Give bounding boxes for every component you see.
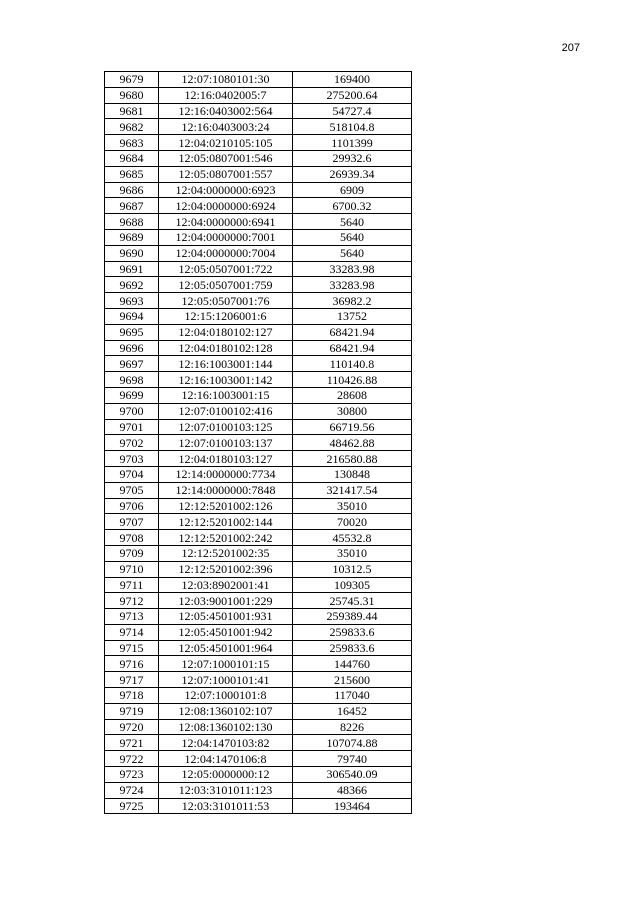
cadastral-number-cell: 12:04:0000000:7004 xyxy=(159,245,293,261)
row-number-cell: 9689 xyxy=(105,229,159,245)
value-cell: 215600 xyxy=(293,672,412,688)
value-cell: 5640 xyxy=(293,229,412,245)
cadastral-number-cell: 12:04:0210105:105 xyxy=(159,135,293,151)
row-number-cell: 9702 xyxy=(105,435,159,451)
value-cell: 48366 xyxy=(293,782,412,798)
row-number-cell: 9721 xyxy=(105,735,159,751)
row-number-cell: 9680 xyxy=(105,87,159,103)
cadastral-number-cell: 12:08:1360102:130 xyxy=(159,719,293,735)
cadastral-number-cell: 12:07:0100103:125 xyxy=(159,419,293,435)
cadastral-number-cell: 12:12:5201002:144 xyxy=(159,514,293,530)
cadastral-number-cell: 12:07:0100103:137 xyxy=(159,435,293,451)
table-row xyxy=(105,640,412,656)
value-cell: 30800 xyxy=(293,403,412,419)
value-cell: 36982.2 xyxy=(293,293,412,309)
table-row xyxy=(105,72,412,88)
value-cell: 275200.64 xyxy=(293,87,412,103)
row-number-cell: 9694 xyxy=(105,308,159,324)
cadastral-number-cell: 12:16:0403002:564 xyxy=(159,103,293,119)
value-cell: 29932.6 xyxy=(293,150,412,166)
table-row xyxy=(105,767,412,783)
value-cell: 25745.31 xyxy=(293,593,412,609)
table-row xyxy=(105,293,412,309)
value-cell: 321417.54 xyxy=(293,482,412,498)
value-cell: 169400 xyxy=(293,72,412,88)
value-cell: 193464 xyxy=(293,798,412,814)
row-number-cell: 9685 xyxy=(105,166,159,182)
cadastral-number-cell: 12:04:0000000:6923 xyxy=(159,182,293,198)
cadastral-number-cell: 12:05:0807001:557 xyxy=(159,166,293,182)
value-cell: 45532.8 xyxy=(293,530,412,546)
value-cell: 5640 xyxy=(293,214,412,230)
value-cell: 66719.56 xyxy=(293,419,412,435)
table-row xyxy=(105,340,412,356)
row-number-cell: 9686 xyxy=(105,182,159,198)
cadastral-number-cell: 12:04:0000000:6924 xyxy=(159,198,293,214)
value-cell: 68421.94 xyxy=(293,324,412,340)
cadastral-number-cell: 12:05:4501001:942 xyxy=(159,624,293,640)
value-cell: 33283.98 xyxy=(293,277,412,293)
cadastral-number-cell: 12:12:5201002:396 xyxy=(159,561,293,577)
cadastral-number-cell: 12:04:0000000:7001 xyxy=(159,229,293,245)
value-cell: 79740 xyxy=(293,751,412,767)
value-cell: 26939.34 xyxy=(293,166,412,182)
row-number-cell: 9713 xyxy=(105,609,159,625)
table-row xyxy=(105,182,412,198)
row-number-cell: 9723 xyxy=(105,767,159,783)
row-number-cell: 9719 xyxy=(105,703,159,719)
row-number-cell: 9709 xyxy=(105,545,159,561)
table-row xyxy=(105,688,412,704)
cadastral-number-cell: 12:05:0807001:546 xyxy=(159,150,293,166)
row-number-cell: 9699 xyxy=(105,387,159,403)
table-row xyxy=(105,498,412,514)
table-row xyxy=(105,103,412,119)
page-number: 207 xyxy=(561,42,580,54)
value-cell: 130848 xyxy=(293,466,412,482)
row-number-cell: 9695 xyxy=(105,324,159,340)
row-number-cell: 9682 xyxy=(105,119,159,135)
value-cell: 33283.98 xyxy=(293,261,412,277)
table-row xyxy=(105,261,412,277)
value-cell: 16452 xyxy=(293,703,412,719)
row-number-cell: 9714 xyxy=(105,624,159,640)
table-row xyxy=(105,656,412,672)
cadastral-number-cell: 12:03:8902001:41 xyxy=(159,577,293,593)
cadastral-number-cell: 12:03:9001001:229 xyxy=(159,593,293,609)
cadastral-number-cell: 12:08:1360102:107 xyxy=(159,703,293,719)
row-number-cell: 9684 xyxy=(105,150,159,166)
table-row xyxy=(105,561,412,577)
table-row xyxy=(105,624,412,640)
row-number-cell: 9710 xyxy=(105,561,159,577)
value-cell: 110426.88 xyxy=(293,372,412,388)
table-row xyxy=(105,419,412,435)
cadastral-number-cell: 12:04:0000000:6941 xyxy=(159,214,293,230)
table-row xyxy=(105,609,412,625)
row-number-cell: 9697 xyxy=(105,356,159,372)
table-row xyxy=(105,798,412,814)
row-number-cell: 9688 xyxy=(105,214,159,230)
table-row xyxy=(105,782,412,798)
row-number-cell: 9696 xyxy=(105,340,159,356)
row-number-cell: 9681 xyxy=(105,103,159,119)
table-row xyxy=(105,751,412,767)
row-number-cell: 9693 xyxy=(105,293,159,309)
cadastral-number-cell: 12:07:1000101:15 xyxy=(159,656,293,672)
row-number-cell: 9701 xyxy=(105,419,159,435)
cadastral-number-cell: 12:05:0000000:12 xyxy=(159,767,293,783)
row-number-cell: 9692 xyxy=(105,277,159,293)
row-number-cell: 9707 xyxy=(105,514,159,530)
row-number-cell: 9698 xyxy=(105,372,159,388)
value-cell: 35010 xyxy=(293,498,412,514)
cadastral-number-cell: 12:15:1206001:6 xyxy=(159,308,293,324)
table-row xyxy=(105,719,412,735)
table-row xyxy=(105,198,412,214)
table-row xyxy=(105,308,412,324)
value-cell: 117040 xyxy=(293,688,412,704)
cadastral-number-cell: 12:16:1003001:142 xyxy=(159,372,293,388)
value-cell: 259833.6 xyxy=(293,640,412,656)
cadastral-number-cell: 12:05:0507001:759 xyxy=(159,277,293,293)
table-row xyxy=(105,435,412,451)
row-number-cell: 9717 xyxy=(105,672,159,688)
value-cell: 13752 xyxy=(293,308,412,324)
row-number-cell: 9687 xyxy=(105,198,159,214)
cadastral-number-cell: 12:07:1080101:30 xyxy=(159,72,293,88)
table-row xyxy=(105,577,412,593)
table-row xyxy=(105,466,412,482)
row-number-cell: 9722 xyxy=(105,751,159,767)
table-row xyxy=(105,545,412,561)
cadastral-number-cell: 12:14:0000000:7734 xyxy=(159,466,293,482)
table-row xyxy=(105,530,412,546)
table-row xyxy=(105,166,412,182)
row-number-cell: 9679 xyxy=(105,72,159,88)
value-cell: 48462.88 xyxy=(293,435,412,451)
cadastral-number-cell: 12:12:5201002:35 xyxy=(159,545,293,561)
value-cell: 306540.09 xyxy=(293,767,412,783)
value-cell: 28608 xyxy=(293,387,412,403)
table-row xyxy=(105,703,412,719)
table-row xyxy=(105,451,412,467)
cadastral-number-cell: 12:04:0180103:127 xyxy=(159,451,293,467)
row-number-cell: 9691 xyxy=(105,261,159,277)
table-row xyxy=(105,277,412,293)
cadastral-number-cell: 12:05:0507001:76 xyxy=(159,293,293,309)
value-cell: 10312.5 xyxy=(293,561,412,577)
value-cell: 1101399 xyxy=(293,135,412,151)
row-number-cell: 9718 xyxy=(105,688,159,704)
table-body xyxy=(105,72,412,814)
cadastral-number-cell: 12:07:1000101:8 xyxy=(159,688,293,704)
cadastral-number-cell: 12:05:4501001:964 xyxy=(159,640,293,656)
table-row xyxy=(105,324,412,340)
cadastral-number-cell: 12:16:0403003:24 xyxy=(159,119,293,135)
cadastral-number-cell: 12:16:0402005:7 xyxy=(159,87,293,103)
row-number-cell: 9705 xyxy=(105,482,159,498)
value-cell: 35010 xyxy=(293,545,412,561)
table-row xyxy=(105,245,412,261)
table-row xyxy=(105,372,412,388)
cadastral-number-cell: 12:12:5201002:126 xyxy=(159,498,293,514)
table-row xyxy=(105,214,412,230)
cadastral-number-cell: 12:12:5201002:242 xyxy=(159,530,293,546)
value-cell: 54727.4 xyxy=(293,103,412,119)
table-row xyxy=(105,87,412,103)
value-cell: 107074.88 xyxy=(293,735,412,751)
value-cell: 5640 xyxy=(293,245,412,261)
row-number-cell: 9690 xyxy=(105,245,159,261)
cadastral-number-cell: 12:05:4501001:931 xyxy=(159,609,293,625)
table-row xyxy=(105,593,412,609)
row-number-cell: 9706 xyxy=(105,498,159,514)
table-row xyxy=(105,229,412,245)
cadastral-number-cell: 12:14:0000000:7848 xyxy=(159,482,293,498)
cadastral-number-cell: 12:07:1000101:41 xyxy=(159,672,293,688)
row-number-cell: 9720 xyxy=(105,719,159,735)
row-number-cell: 9715 xyxy=(105,640,159,656)
value-cell: 216580.88 xyxy=(293,451,412,467)
cadastral-number-cell: 12:03:3101011:53 xyxy=(159,798,293,814)
table-row xyxy=(105,735,412,751)
row-number-cell: 9724 xyxy=(105,782,159,798)
data-table xyxy=(104,71,412,814)
table-row xyxy=(105,135,412,151)
cadastral-number-cell: 12:05:0507001:722 xyxy=(159,261,293,277)
row-number-cell: 9708 xyxy=(105,530,159,546)
table-row xyxy=(105,119,412,135)
cadastral-number-cell: 12:16:1003001:15 xyxy=(159,387,293,403)
table-row xyxy=(105,672,412,688)
table-row xyxy=(105,387,412,403)
row-number-cell: 9725 xyxy=(105,798,159,814)
table-row xyxy=(105,482,412,498)
table-row xyxy=(105,403,412,419)
cadastral-number-cell: 12:07:0100102:416 xyxy=(159,403,293,419)
row-number-cell: 9700 xyxy=(105,403,159,419)
row-number-cell: 9716 xyxy=(105,656,159,672)
value-cell: 259389.44 xyxy=(293,609,412,625)
value-cell: 6909 xyxy=(293,182,412,198)
row-number-cell: 9704 xyxy=(105,466,159,482)
cadastral-number-cell: 12:04:1470103:82 xyxy=(159,735,293,751)
value-cell: 259833.6 xyxy=(293,624,412,640)
value-cell: 110140.8 xyxy=(293,356,412,372)
row-number-cell: 9703 xyxy=(105,451,159,467)
cadastral-number-cell: 12:16:1003001:144 xyxy=(159,356,293,372)
value-cell: 6700.32 xyxy=(293,198,412,214)
row-number-cell: 9711 xyxy=(105,577,159,593)
value-cell: 144760 xyxy=(293,656,412,672)
value-cell: 109305 xyxy=(293,577,412,593)
table-row xyxy=(105,356,412,372)
cadastral-number-cell: 12:03:3101011:123 xyxy=(159,782,293,798)
table-row xyxy=(105,150,412,166)
value-cell: 68421.94 xyxy=(293,340,412,356)
cadastral-number-cell: 12:04:0180102:128 xyxy=(159,340,293,356)
cadastral-number-cell: 12:04:0180102:127 xyxy=(159,324,293,340)
value-cell: 70020 xyxy=(293,514,412,530)
row-number-cell: 9683 xyxy=(105,135,159,151)
value-cell: 518104.8 xyxy=(293,119,412,135)
value-cell: 8226 xyxy=(293,719,412,735)
table-row xyxy=(105,514,412,530)
row-number-cell: 9712 xyxy=(105,593,159,609)
cadastral-number-cell: 12:04:1470106:8 xyxy=(159,751,293,767)
